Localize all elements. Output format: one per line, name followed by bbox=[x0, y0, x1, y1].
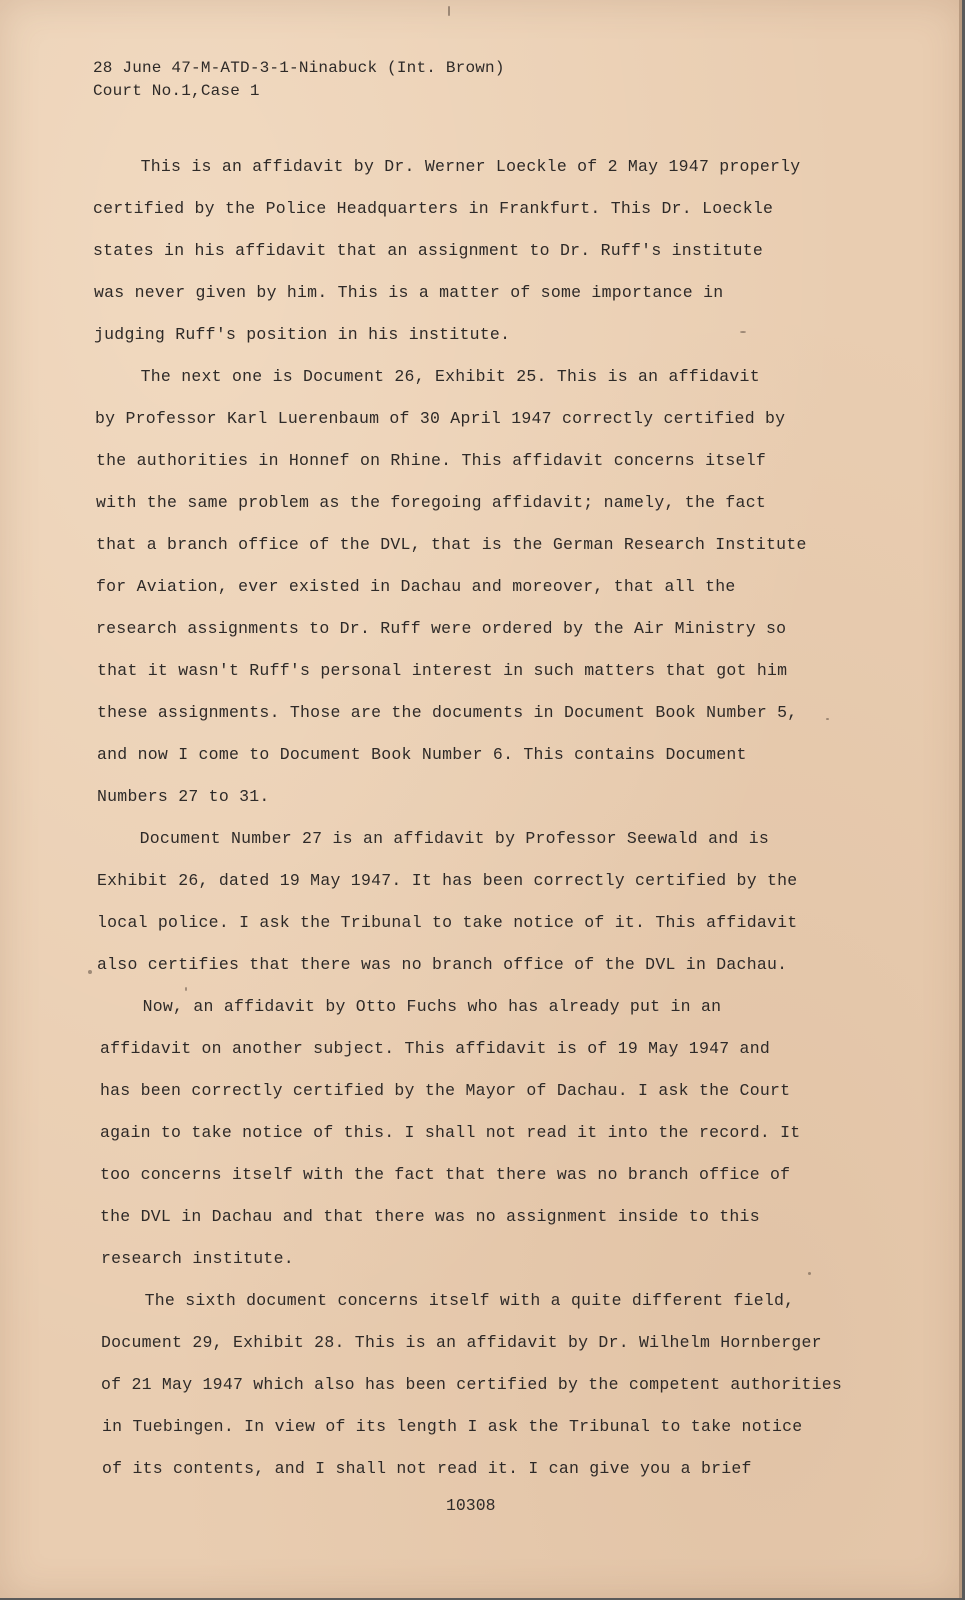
body-line: in Tuebingen. In view of its length I ask the Tribunal to take notice bbox=[102, 1417, 803, 1436]
body-line: affidavit on another subject. This affidavit is of 19 May 1947 and bbox=[100, 1039, 771, 1058]
body-line: Exhibit 26, dated 19 May 1947. It has been correctly certified by the bbox=[97, 871, 798, 890]
body-line: that a branch office of the DVL, that is the German Research Institute bbox=[96, 535, 807, 554]
body-line: The next one is Document 26, Exhibit 25. This is an affidavit bbox=[100, 367, 760, 386]
body-line: the authorities in Honnef on Rhine. This affidavit concerns itself bbox=[96, 451, 767, 470]
paper-speck bbox=[740, 331, 746, 333]
body-line: that it wasn't Ruff's personal interest in such matters that got him bbox=[97, 661, 788, 680]
body-line: local police. I ask the Tribunal to take notice of it. This affidavit bbox=[97, 913, 798, 932]
body-line: also certifies that there was no branch office of the DVL in Dachau. bbox=[97, 955, 788, 974]
body-line: by Professor Karl Luerenbaum of 30 April 1947 correctly certified by bbox=[95, 409, 786, 428]
body-line: too concerns itself with the fact that there was no branch office of bbox=[100, 1165, 791, 1184]
body-line: again to take notice of this. I shall not read it into the record. It bbox=[100, 1123, 801, 1142]
body-line: The sixth document concerns itself with a quite different field, bbox=[104, 1291, 795, 1310]
body-line: has been correctly certified by the Mayor of Dachau. I ask the Court bbox=[100, 1081, 791, 1100]
body-line: was never given by him. This is a matter of some importance in bbox=[94, 283, 724, 302]
body-line: This is an affidavit by Dr. Werner Loeckle of 2 May 1947 properly bbox=[100, 157, 801, 176]
header-court-line: Court No.1,Case 1 bbox=[93, 82, 260, 100]
body-line: of its contents, and I shall not read it. I can give you a brief bbox=[102, 1459, 752, 1478]
paper-speck bbox=[826, 718, 829, 720]
body-line: states in his affidavit that an assignment to Dr. Ruff's institute bbox=[93, 241, 764, 260]
page-number: 10308 bbox=[446, 1496, 496, 1515]
body-line: research institute. bbox=[101, 1249, 294, 1268]
body-line: certified by the Police Headquarters in Frankfurt. This Dr. Loeckle bbox=[93, 199, 774, 218]
paper-speck bbox=[808, 1272, 811, 1275]
body-line: the DVL in Dachau and that there was no assignment inside to this bbox=[100, 1207, 760, 1226]
body-line: and now I come to Document Book Number 6. This contains Document bbox=[97, 745, 747, 764]
body-line: research assignments to Dr. Ruff were ordered by the Air Ministry so bbox=[96, 619, 787, 638]
body-line: judging Ruff's position in his institute. bbox=[94, 325, 511, 344]
body-line: Document 29, Exhibit 28. This is an affidavit by Dr. Wilhelm Hornberger bbox=[101, 1333, 822, 1352]
paper-speck bbox=[185, 987, 187, 991]
paper-speck bbox=[88, 970, 92, 974]
page-edge bbox=[959, 0, 962, 1598]
body-line: for Aviation, ever existed in Dachau and moreover, that all the bbox=[96, 577, 736, 596]
body-line: with the same problem as the foregoing affidavit; namely, the fact bbox=[96, 493, 767, 512]
body-line: these assignments. Those are the documents in Document Book Number 5, bbox=[97, 703, 798, 722]
body-line: Numbers 27 to 31. bbox=[97, 787, 270, 806]
body-line: Document Number 27 is an affidavit by Professor Seewald and is bbox=[99, 829, 770, 848]
paper-speck bbox=[448, 6, 450, 16]
body-line: of 21 May 1947 which also has been certified by the competent authorities bbox=[101, 1375, 843, 1394]
header-session-line: 28 June 47-M-ATD-3-1-Ninabuck (Int. Brown) bbox=[93, 59, 505, 77]
body-line: Now, an affidavit by Otto Fuchs who has already put in an bbox=[102, 997, 722, 1016]
transcript-header bbox=[93, 57, 505, 103]
